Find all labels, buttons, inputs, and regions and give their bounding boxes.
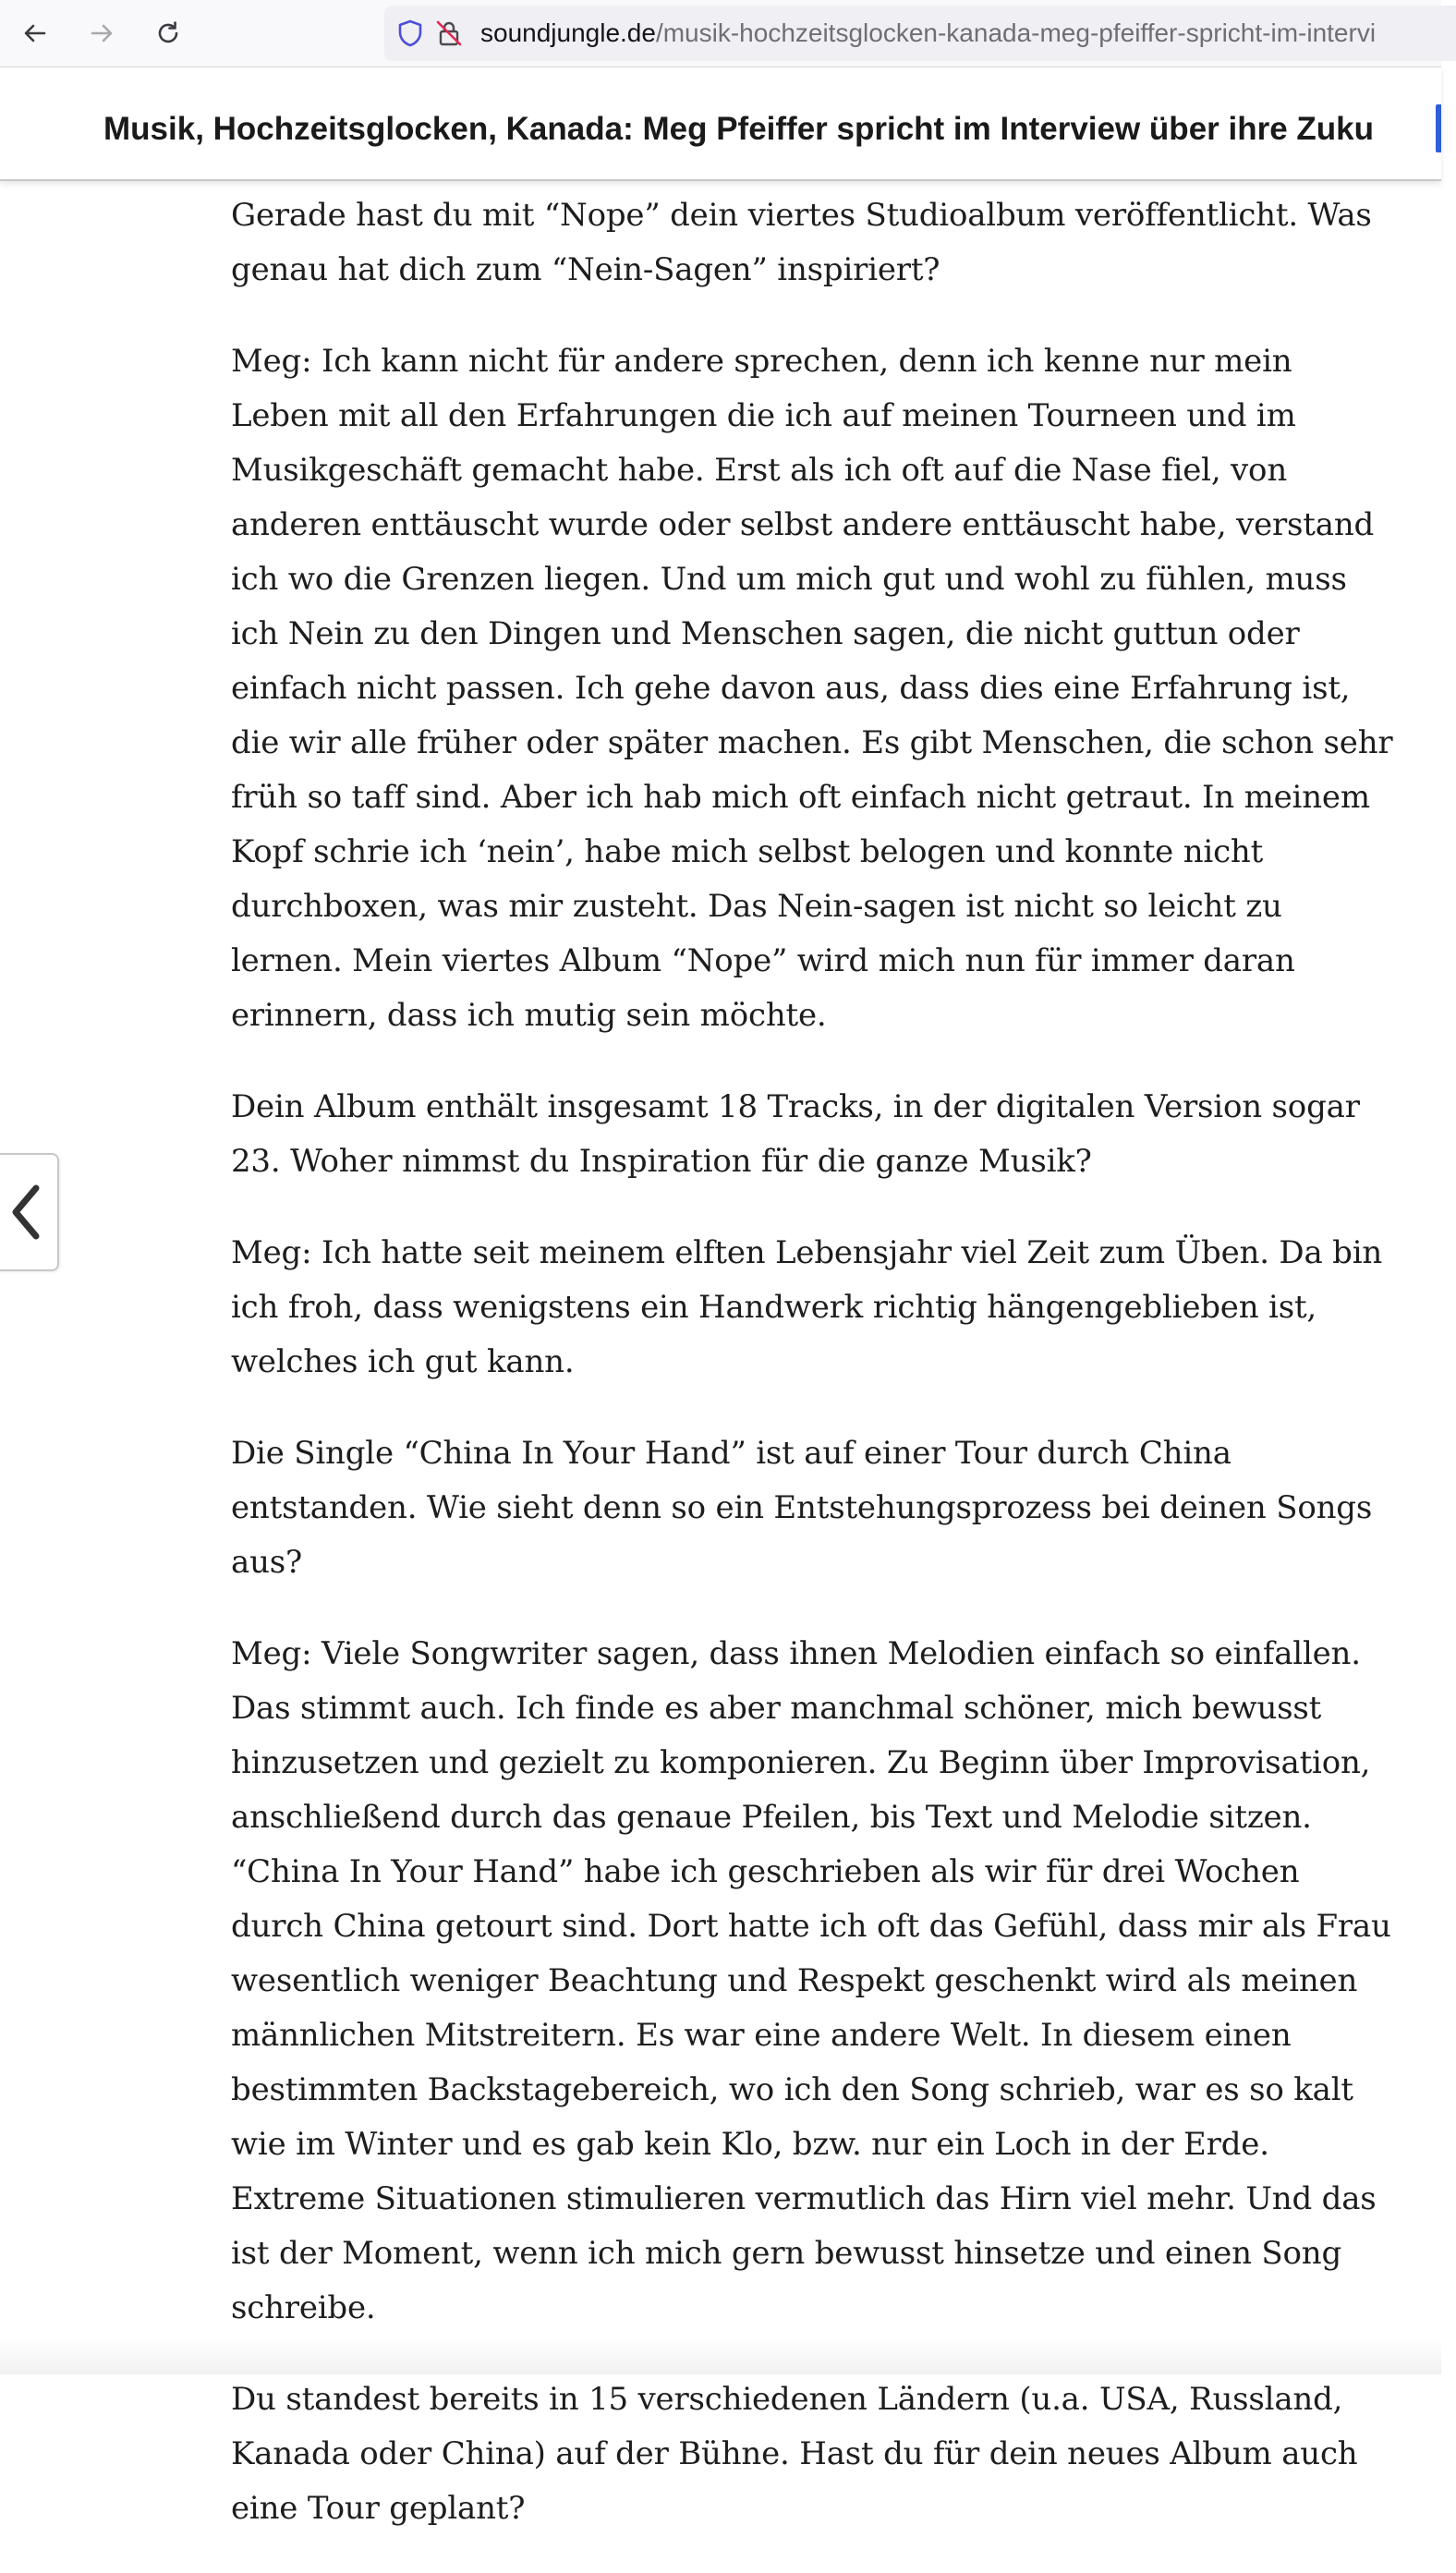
answer-paragraph: Meg: Ich hatte seit meinem elften Lebensjahr viel Zeit zum Üben. Da bin ich froh, dass wenigstens ein Handwerk richtig hängengeblieben ist, welches ich gut kann. (231, 1234, 1383, 1380)
question-paragraph: Du standest bereits in 15 verschiedenen Ländern (u.a. USA, Russland, Kanada oder China) auf der Bühne. Hast du für dein neues Album auch eine Tour geplant? (231, 2381, 1358, 2527)
article-title: Musik, Hochzeitsglocken, Kanada: Meg Pfeiffer spricht im Interview über ihre Zuku (103, 111, 1375, 147)
browser-toolbar (0, 0, 1441, 67)
url-bar[interactable] (384, 6, 1456, 61)
url-path: /musik-hochzeitsglocken-kanada-meg-pfeiffer-spricht-im-intervi (655, 18, 1377, 47)
question-paragraph: Die Single “China In Your Hand” ist auf einer Tour durch China entstanden. Wie sieht denn so ein Entstehungsprozess bei deinen Songs aus? (231, 1435, 1373, 1581)
site-info-button[interactable] (434, 18, 464, 48)
tracking-protection-button[interactable] (395, 18, 425, 48)
shield-icon (397, 19, 423, 47)
url-host: soundjungle.de (480, 18, 656, 47)
reload-icon (153, 18, 183, 48)
previous-article-button[interactable] (0, 1153, 59, 1271)
sticky-article-header (0, 67, 1441, 181)
question-paragraph: Gerade hast du mit “Nope” dein viertes Studioalbum veröffentlicht. Was genau hat dich zum “Nein-Sagen” inspiriert? (231, 197, 1372, 288)
question-paragraph: Dein Album enthält insgesamt 18 Tracks, in der digitalen Version sogar 23. Woher nimmst du Inspiration für die ganze Musik? (231, 1088, 1360, 1180)
chevron-left-icon (8, 1183, 45, 1242)
article-body (231, 188, 1397, 2573)
back-button[interactable] (15, 13, 55, 54)
header-action-edge[interactable] (1436, 104, 1441, 152)
lock-insecure-icon (435, 19, 463, 47)
url-text[interactable] (480, 18, 1376, 48)
forward-button[interactable] (81, 13, 122, 54)
arrow-left-icon (20, 18, 50, 48)
reload-button[interactable] (148, 13, 188, 54)
answer-paragraph: Meg: Ich kann nicht für andere sprechen, denn ich kenne nur mein Leben mit all den Erfahrungen die ich auf meinen Tourneen und im Musikgeschäft gemacht habe. Erst als ich oft auf die Nase fiel, von anderen enttäuscht wurde oder selbst andere enttäuscht habe, verstand ich wo die Grenzen liegen. Und um mich gut und wohl zu fühlen, muss ich Nein zu den Dingen und Menschen sagen, die nicht guttun oder einfach nicht passen. Ich gehe davon aus, dass dies eine Erfahrung ist, die wir alle früher oder später machen. Es gibt Menschen, die schon sehr früh so taff sind. Aber ich hab mich oft einfach nicht getraut. In meinem Kopf schrie ich ‘nein’, habe mich selbst belogen und konnte nicht durchboxen, was mir zusteht. Das Nein-sagen ist nicht so leicht zu lernen. Mein viertes Album “Nope” wird mich nun für immer daran erinnern, dass ich mutig sein möchte. (231, 343, 1393, 1034)
arrow-right-icon (87, 18, 116, 48)
answer-paragraph: Meg: Viele Songwriter sagen, dass ihnen Melodien einfach so einfallen. Das stimmt auch. Ich finde es aber manchmal schöner, mich bewusst hinzusetzen und gezielt zu komponieren. Zu Beginn über Improvisation, anschließend durch das genaue Pfeilen, bis Text und Melodie sitzen. “China In Your Hand” habe ich geschrieben als wir für drei Wochen durch China getourt sind. Dort hatte ich oft das Gefühl, dass mir als Frau wesentlich weniger Beachtung und Respekt geschenkt wird als meinen männlichen Mitstreitern. Es war eine andere Welt. In diesem einen bestimmten Backstagebereich, wo ich den Song schrieb, war es so kalt wie im Winter und es gab kein Klo, bzw. nur ein Loch in der Erde. Extreme Situationen stimulieren vermutlich das Hirn viel mehr. Und das ist der Moment, wenn ich mich gern bewusst hinsetze und einen Song schreibe. (231, 1635, 1391, 2326)
